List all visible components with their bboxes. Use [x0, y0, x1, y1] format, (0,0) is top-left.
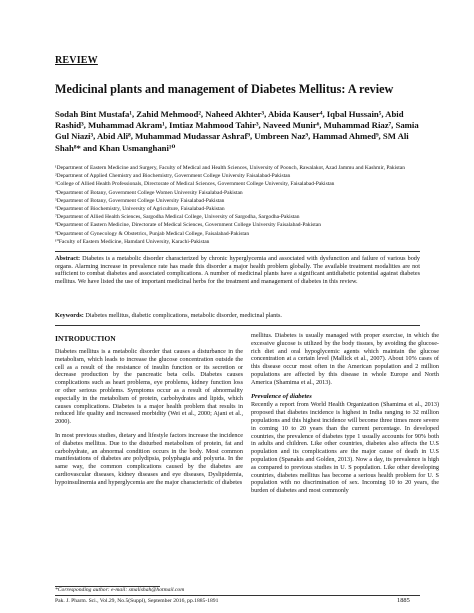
corresponding-author-footnote: *Corresponding author: e-mail: smalishah@hotmail.com	[55, 587, 185, 593]
affiliation-5: ⁵Department of Botany, Government College University Faisalabad-Pakistan	[55, 197, 225, 204]
affiliation-8: ⁸Department of Eastern Medicine, Directorate of Medical Sciences, Government College University Faisalabad-Pakistan	[55, 222, 321, 229]
affiliation-1: ¹Department of Eastern Medicine and Surgery, Faculty of Medical and Health Sciences, University of Poonch, Rawalakot, Azad Jammu and Kashmir, Pakistan	[55, 165, 405, 171]
abstract	[55, 255, 420, 285]
intro-paragraph-1: Diabetes mellitus is a metabolic disorder that causes a disturbance in the metabolism, which leads to increase the glucose concentration outside the cell as a result of the resistance of insulin function or its secretion or decrease production by the pancreatic beta cells. Diabetes causes complications such as heart problems, eye problems, kidney function loss or other serious problems. Symptoms occur as a result of abnormality especially in the metabolism of protein, carbohydrates and lipids, which causes complications. Diabetes is a major health problem that results in reduced life quality and increased morbidity (Wei et al., 2000; Ajani et al., 2000).	[55, 348, 243, 426]
introduction-heading: INTRODUCTION	[55, 334, 116, 343]
page-number: 1885	[397, 597, 410, 604]
affiliations	[55, 164, 425, 246]
right-paragraph-1: mellitus. Diabetes is usually managed with proper exercise, in which the excessive glucose is utilized by the body tissues, by avoiding the glucose-rich diet and oral hypoglycemic agents which maintain the glucose concentration at a certain level (Mallick et al., 2007). About 10% cases of this disease occur most often in the American population and 2 million populations are affected by this disease in whole Europe and North America (Shamima et al., 2013).	[251, 332, 439, 386]
prevalence-subheading: Prevalence of diabetes	[251, 392, 312, 400]
abstract-label: Abstract:	[55, 255, 81, 262]
affiliation-4: ⁴Department of Botany, Government College Women University Faisalabad-Pakistan	[55, 189, 243, 196]
affiliation-2: ²Department of Applied Chemistry and Biochemistry, Government College University Faisalabad-Pakistan	[55, 173, 291, 180]
affiliation-7: ⁷Department of Allied Health Sciences, Sargodha Medical College, University of Sargodha, Sargodha-Pakistan	[55, 214, 300, 221]
section-label: REVIEW	[55, 55, 98, 66]
abstract-text: Diabetes is a metabolic disorder characterized by chronic hyperglycemia and associated with dysfunction and failure of various body organs. Alarming increase in prevalence rate has made this disorder a major health problem globally. The available treatment modalities are not sufficient to combat diabetes and associated complications. A number of medicinal plants have a significant antidiabetic potential against diabetes mellitus. We have listed the use of important medicinal herbs for the treatment and management of diabetes in this review.	[55, 255, 420, 285]
author-list: Sodah Bint Mustafa¹, Zahid Mehmood², Naheed Akhter³, Abida Kauser⁴, Iqbal Hussain⁵, Abid Rashid³, Muhammad Akram¹, Imtiaz Mahmood Tahir³, Naveed Munir⁶, Muhammad Riaz⁷, Samia Gul Niazi³, Abid Ali⁸, Muhammad Mudassar Ashraf⁹, Umbreen Naz⁹, Hammad Ahmed⁹, SM Ali Shah⁸* and Khan Usmanghani¹⁰	[55, 109, 419, 153]
journal-citation: Pak. J. Pharm. Sci., Vol.29, No.5(Suppl), September 2016, pp.1885-1891	[55, 598, 219, 604]
affiliation-10: ¹⁰Faculty of Eastern Medicine, Hamdard University, Karachi-Pakistan	[55, 238, 210, 245]
right-column	[251, 332, 439, 501]
footer-rule	[55, 595, 420, 596]
intro-paragraph-2: In most previous studies, dietary and lifestyle factors increase the incidence of diabetes mellitus. Due to the disturbed metabolism of protein, fat and carbohydrate, an abnormal condition occurs in the body. Most common manifestations of diabetes are polydipsia, polyphagia and polyuria. In the same way, the common complications caused by the diabetes are cardiovascular diseases, kidney diseases and eye diseases, Dyslipidemia, hypoinsulinemia and hyperglycemia are the major characteristic of diabetes	[55, 431, 243, 486]
paper-title: Medicinal plants and management of Diabetes Mellitus: A review	[55, 82, 394, 96]
keywords-label: Keywords:	[55, 312, 84, 319]
right-paragraph-2: Recently a report from World Health Organization (Shamima et al., 2013) proposed that diabetes incidence is highest in India ranging to 32 million populations and this highest incidence will become three times more severe in coming 10 to 20 years than the current percentage. In developed countries, the prevalence of diabetes type 1 usually accounts for 90% both in adults and children. Like other countries, diabetes also affects the U.S population and its complications are the major cause of death in U.S population (Spanakis and Golden, 2013). Now a day, its prevalence is high as compared to previous studies in U. S population. Like other developing countries, diabetes mellitus has become a serious health problem for U. S population with no discrimination of sex. Incoming 10 to 20 years, the burden of diabetes and most commonly	[251, 401, 439, 495]
keywords	[55, 312, 420, 320]
affiliation-6: ⁶Department of Biochemistry, University of Agriculture, Faisalabad-Pakistan	[55, 206, 225, 213]
keywords-bottom-rule	[55, 325, 420, 326]
affiliation-3: ³College of Allied Health Professionals, Directorate of Medical Sciences, Government College University, Faisalabad-Pakistan	[55, 181, 335, 188]
keywords-text: Diabetes mellitus, diabetic complications, metabolic disorder, medicinal plants.	[85, 312, 282, 319]
abstract-top-rule	[55, 251, 420, 252]
left-column	[55, 334, 243, 493]
affiliation-9: ⁹Department of Gynecology & Obstetrics, Punjab Medical College, Faisalabad-Pakistan	[55, 230, 250, 237]
